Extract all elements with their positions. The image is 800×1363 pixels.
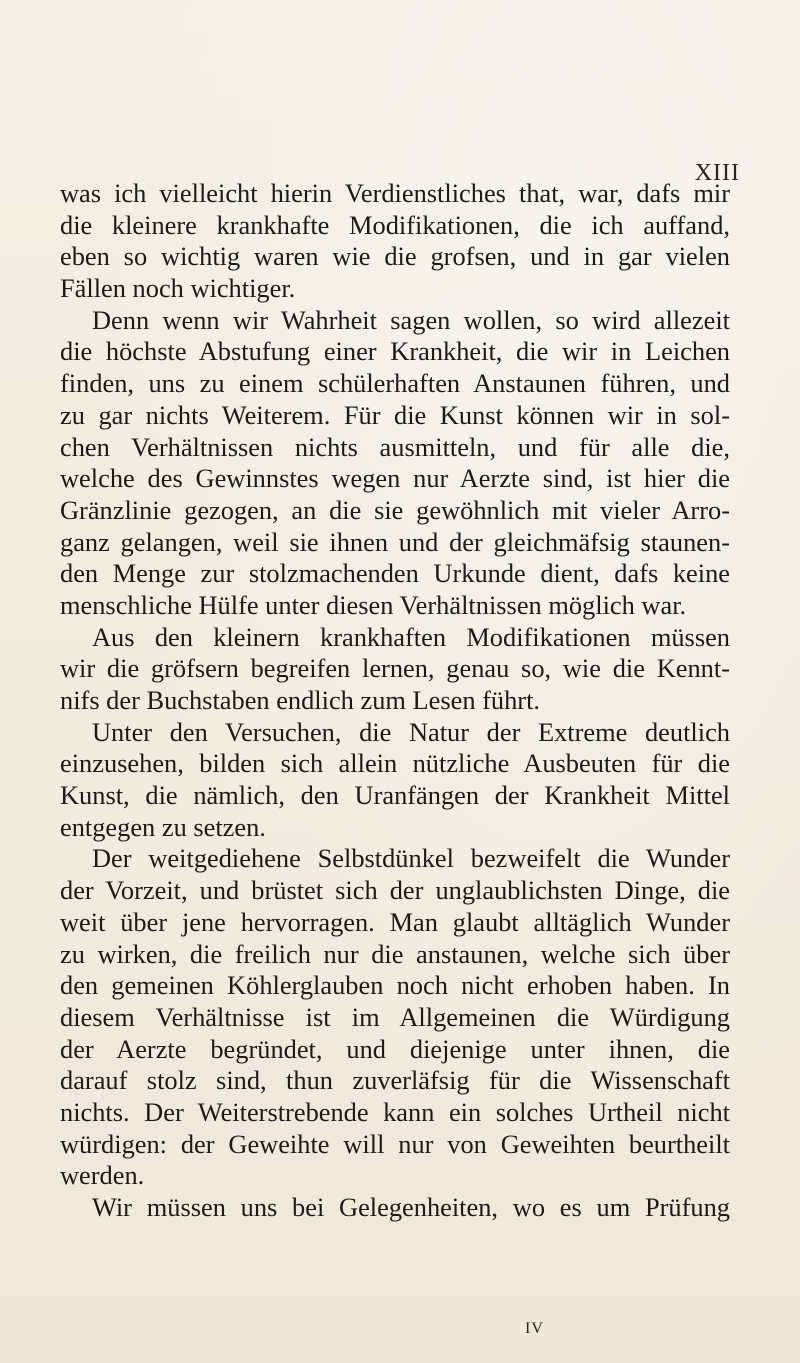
text-line: chen Verhältnissen nichts ausmitteln, und für alle die, (60, 431, 730, 462)
text-line: Denn wenn wir Wahrheit sagen wollen, so wird allezeit (92, 304, 730, 335)
text-line: nifs der Buchstaben endlich zum Lesen führt. (60, 685, 541, 715)
text-line: Gränzlinie gezogen, an die sie gewöhnlich mit vieler Arro- (60, 494, 730, 525)
text-line: darauf stolz sind, thun zuverläfsig für die Wissenschaft (60, 1065, 730, 1096)
text-line: nichts. Der Weiterstrebende kann ein solches Urtheil nicht (60, 1096, 730, 1127)
text-line: weit über jene hervorragen. Man glaubt alltäglich Wunder (60, 906, 730, 937)
text-line: zu gar nichts Weiterem. Für die Kunst können wir in sol- (60, 399, 730, 430)
text-line: den gemeinen Köhlerglauben noch nicht erhoben haben. In (60, 970, 730, 1001)
text-line: die höchste Abstufung einer Krankheit, die wir in Leichen (60, 336, 730, 367)
text-line: ganz gelangen, weil sie ihnen und der gleichmäfsig staunen- (60, 526, 730, 557)
text-line: Der weitgediehene Selbstdünkel bezweifelt die Wunder (92, 843, 730, 874)
text-line: finden, uns zu einem schülerhaften Anstaunen führen, und (60, 368, 730, 399)
text-line: welche des Gewinnstes wegen nur Aerzte sind, ist hier die (60, 463, 730, 494)
text-line: der Aerzte begründet, und diejenige unter ihnen, die (60, 1033, 730, 1064)
text-line: eben so wichtig waren wie die grofsen, und in gar vielen (60, 241, 730, 272)
text-line: Fällen noch wichtiger. (60, 273, 296, 304)
text-line: was ich vielleicht hierin Verdienstliches that, war, dafs mir (60, 178, 730, 208)
text-line: einzusehen, bilden sich allein nützliche Ausbeuten für die (60, 748, 730, 779)
page-number: XIII (694, 160, 740, 186)
signature-mark: IV (525, 1320, 544, 1337)
text-line: zu wirken, die freilich nur die anstaunen, welche sich über (60, 938, 730, 969)
text-line: diesem Verhältnisse ist im Allgemeinen die Würdigung (60, 1001, 730, 1032)
text-line: die kleinere krankhafte Modifikationen, die ich auffand, (60, 209, 730, 240)
text-line: wir die gröfsern begreifen lernen, genau so, wie die Kennt- (60, 653, 730, 684)
text-line: Aus den kleinern krankhaften Modifikationen müssen (92, 621, 730, 652)
text-line: entgegen zu setzen. (60, 811, 266, 842)
text-line: würdigen: der Geweihte will nur von Geweihten beurtheilt (60, 1128, 730, 1159)
text-line: den Menge zur stolzmachenden Urkunde dient, dafs keine (60, 558, 730, 589)
text-line: Unter den Versuchen, die Natur der Extreme deutlich (92, 716, 730, 747)
text-line: menschliche Hülfe unter diesen Verhältnissen möglich war. (60, 589, 687, 620)
text-line: der Vorzeit, und brüstet sich der unglaublichsten Dinge, die (60, 875, 730, 906)
text-line: werden. (60, 1160, 145, 1191)
text-line: Kunst, die nämlich, den Uranfängen der Krankheit Mittel (60, 780, 730, 811)
text-line: Wir müssen uns bei Gelegenheiten, wo es um Prüfung (92, 1192, 730, 1222)
body-text (60, 178, 730, 1224)
